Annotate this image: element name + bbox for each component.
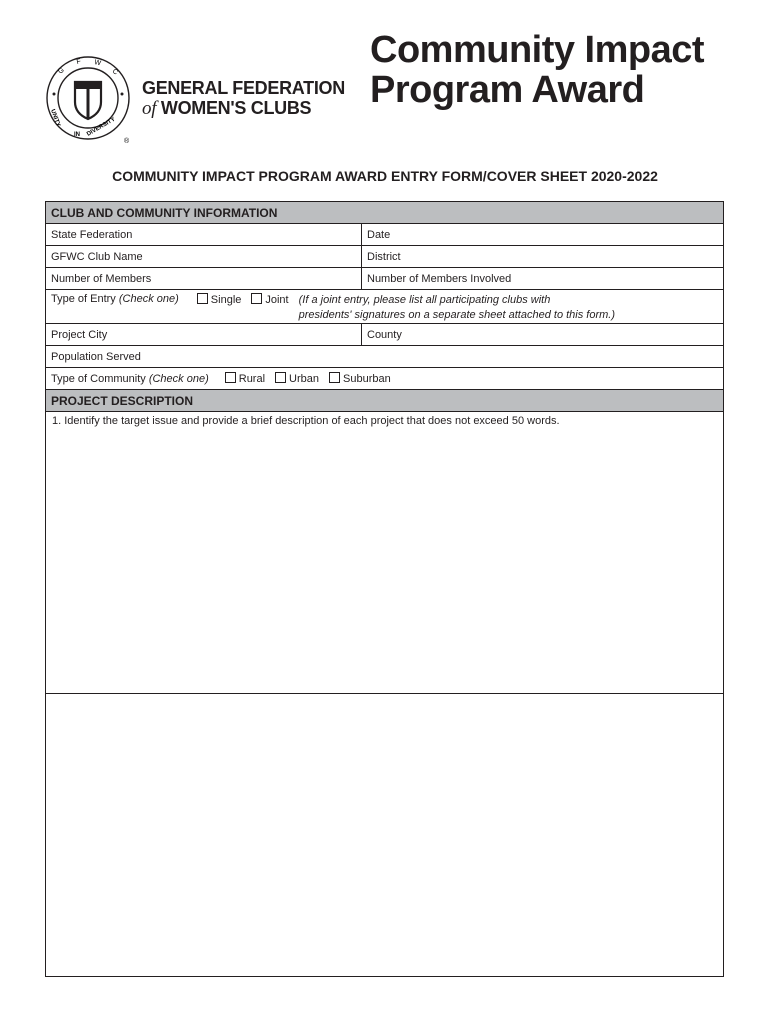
joint-label: Joint [265, 294, 289, 306]
form-row [46, 268, 723, 290]
svg-text:IN: IN [74, 132, 80, 138]
joint-note-line2: presidents' signatures on a separate sheet attached to this form.) [298, 309, 616, 321]
svg-text:F: F [75, 58, 82, 66]
date-label: Date [367, 228, 391, 241]
joint-note-line1: (If a joint entry, please list all participating clubs with [298, 294, 551, 306]
joint-entry-note [299, 293, 615, 323]
members-label: Number of Members [51, 272, 152, 285]
page-title [370, 30, 704, 110]
urban-option[interactable] [275, 372, 319, 385]
club-name-label: GFWC Club Name [51, 250, 143, 263]
project-description-prompt: 1. Identify the target issue and provide a brief description of each project that does not exceed 50 words. [52, 415, 560, 427]
urban-checkbox[interactable] [275, 372, 286, 383]
rural-label: Rural [238, 373, 266, 385]
svg-text:W: W [93, 59, 102, 68]
gfwc-seal-logo [44, 54, 136, 146]
suburban-option[interactable] [329, 372, 391, 385]
org-line2: WOMEN'S CLUBS [160, 98, 312, 118]
members-involved-label: Number of Members Involved [367, 272, 512, 285]
project-city-label: Project City [51, 328, 108, 341]
population-label: Population Served [51, 350, 141, 363]
form-title: COMMUNITY IMPACT PROGRAM AWARD ENTRY FORM/COVER SHEET 2020-2022 [112, 168, 658, 184]
community-type-row [46, 368, 723, 390]
title-line2: Program Award [370, 69, 645, 111]
project-description-box-2[interactable] [46, 694, 723, 976]
check-one-note: (Check one) [118, 293, 179, 305]
suburban-checkbox[interactable] [329, 372, 340, 383]
club-name-field[interactable] [46, 246, 362, 267]
section-heading-club: CLUB AND COMMUNITY INFORMATION [46, 202, 723, 224]
date-field[interactable] [362, 224, 723, 245]
single-checkbox[interactable] [197, 293, 208, 304]
county-field[interactable] [362, 324, 723, 345]
organization-name [142, 78, 345, 119]
district-field[interactable] [362, 246, 723, 267]
urban-label: Urban [289, 373, 320, 385]
county-label: County [367, 328, 402, 341]
population-field[interactable] [46, 346, 723, 367]
rural-checkbox[interactable] [225, 372, 236, 383]
svg-text:G: G [57, 66, 66, 76]
check-one-note: (Check one) [148, 372, 209, 385]
single-option[interactable] [197, 293, 242, 306]
svg-text:®: ® [124, 138, 130, 145]
members-involved-field[interactable] [362, 268, 723, 289]
district-label: District [367, 250, 401, 263]
rural-option[interactable] [225, 372, 265, 385]
form-row [46, 346, 723, 368]
members-field[interactable] [46, 268, 362, 289]
state-federation-label: State Federation [51, 228, 133, 241]
entry-type-row [46, 290, 723, 324]
project-description-box[interactable] [46, 412, 723, 694]
joint-option[interactable] [251, 293, 288, 306]
state-federation-field[interactable] [46, 224, 362, 245]
svg-text:DIVERSITY: DIVERSITY [86, 116, 117, 138]
project-city-field[interactable] [46, 324, 362, 345]
section-heading-project: PROJECT DESCRIPTION [46, 390, 723, 412]
org-of: of [142, 98, 157, 119]
single-label: Single [210, 294, 242, 306]
form-row [46, 246, 723, 268]
title-line1: Community Impact [370, 29, 705, 71]
svg-text:C: C [110, 67, 120, 77]
org-line1: GENERAL FEDERATION [142, 78, 345, 98]
form-row [46, 324, 723, 346]
entry-type-label: Type of Entry [51, 293, 116, 305]
community-type-label: Type of Community [51, 372, 146, 385]
form-row [46, 224, 723, 246]
suburban-label: Suburban [343, 373, 391, 385]
svg-text:UNITY: UNITY [49, 108, 61, 128]
entry-form-table [45, 201, 724, 977]
joint-checkbox[interactable] [251, 293, 262, 304]
